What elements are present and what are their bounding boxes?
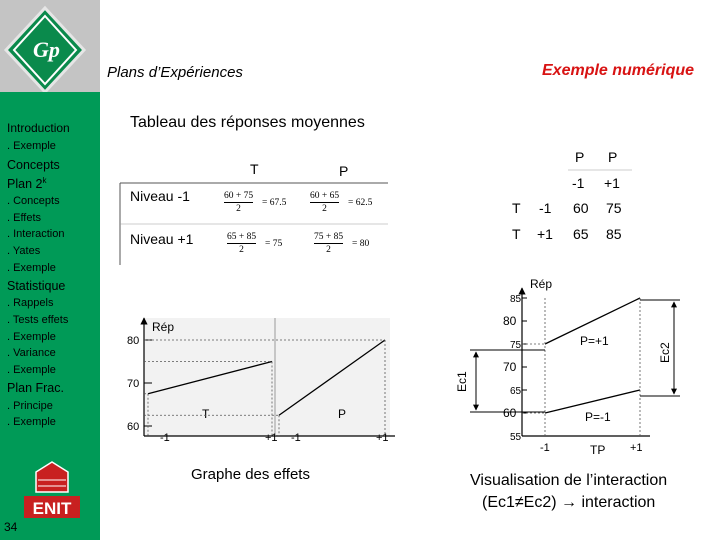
int-y-tick-label: 65 (510, 386, 522, 397)
row-label-niveau-plus: Niveau +1 (130, 231, 194, 247)
formula-result: = 67.5 (262, 198, 287, 208)
nav-exemple-5[interactable]: . Exemple (7, 416, 56, 428)
int-level-minus: -1 (572, 175, 585, 191)
int-y-tick-label: 55 (510, 432, 522, 443)
nav-plan-frac[interactable]: Plan Frac. (7, 381, 64, 395)
svg-text:Gp: Gp (33, 37, 60, 62)
nav-exemple-4[interactable]: . Exemple (7, 364, 56, 376)
nav-concepts-head[interactable]: Concepts (7, 158, 60, 172)
int-y-ticks (503, 294, 527, 443)
int-row1-factor: T (512, 200, 521, 216)
effects-y-label: Rép (152, 320, 175, 334)
int-row2-factor: T (512, 226, 521, 242)
nav-exemple-2[interactable]: . Exemple (7, 262, 56, 274)
int-x-label: TP (590, 443, 606, 457)
interaction-caption-2: (Ec1≠Ec2) → interaction (482, 494, 656, 511)
effects-caption: Graphe des effets (191, 466, 310, 483)
nav-concepts[interactable]: . Concepts (7, 195, 60, 207)
nav-principe[interactable]: . Principe (7, 400, 53, 412)
interaction-caption-1: Visualisation de l’interaction (470, 472, 668, 489)
effects-tick-60: 60 (127, 421, 140, 433)
formula-result: = 80 (352, 239, 370, 249)
int-row2-level: +1 (537, 226, 553, 242)
effects-p-tick-minus: -1 (291, 432, 301, 444)
formula-num: 60 + 75 (224, 191, 254, 201)
int-y-tick-label: 85 (510, 294, 522, 305)
ec2-label: Ec2 (658, 342, 672, 363)
nav-plan-2k-superscript: k (42, 176, 47, 185)
int-header-p1: P (575, 149, 585, 165)
nav-exemple[interactable]: . Exemple (7, 140, 56, 152)
int-y-tick-label: 80 (503, 314, 517, 328)
int-level-plus: +1 (604, 175, 620, 191)
int-x-tick-plus: +1 (630, 442, 643, 454)
int-row2-val2: 85 (606, 226, 622, 242)
slide-title: Exemple numérique (542, 62, 695, 79)
formula-den: 2 (322, 204, 327, 214)
formula-num: 60 + 65 (310, 191, 340, 201)
ec1-label: Ec1 (455, 371, 469, 392)
formula-num: 65 + 85 (227, 232, 257, 242)
int-line-plus-label: P=+1 (580, 334, 609, 348)
nav-tests-effets[interactable]: . Tests effets (7, 314, 69, 326)
nav-effets[interactable]: . Effets (7, 212, 42, 224)
int-header-p2: P (608, 149, 618, 165)
effects-t-tick-minus: -1 (160, 432, 170, 444)
int-marks (522, 298, 640, 436)
formula-num: 75 + 85 (314, 232, 344, 242)
int-y-label: Rép (530, 277, 553, 291)
nav-introduction[interactable]: Introduction (7, 121, 70, 135)
col-header-t: T (250, 161, 259, 177)
effects-p-label: P (338, 407, 347, 421)
int-y-tick-label: 60 (503, 406, 517, 420)
effects-tick-70: 70 (127, 378, 140, 390)
svg-text:ENIT: ENIT (32, 499, 72, 518)
effects-plot-area (144, 318, 390, 436)
course-title: Plans d’Expériences (107, 64, 243, 81)
int-x-tick-minus: -1 (540, 442, 550, 454)
page-number: 34 (4, 520, 18, 534)
int-y-tick-label: 75 (510, 340, 522, 351)
formula-result: = 62.5 (348, 198, 373, 208)
nav-yates[interactable]: . Yates (7, 245, 41, 257)
effects-tick-80: 80 (127, 335, 140, 347)
nav-interaction[interactable]: . Interaction (7, 228, 65, 240)
nav-exemple-3[interactable]: . Exemple (7, 331, 56, 343)
int-row2-val1: 65 (573, 226, 589, 242)
nav-plan-2k-label: Plan 2$^k$ (7, 176, 47, 192)
formula-result: = 75 (265, 239, 283, 249)
int-row1-level: -1 (539, 200, 552, 216)
nav-statistique[interactable]: Statistique (7, 279, 66, 293)
section-title: Tableau des réponses moyennes (130, 114, 365, 131)
int-row1-val2: 75 (606, 200, 622, 216)
nav-rappels[interactable]: . Rappels (7, 297, 54, 309)
effects-t-label: T (202, 407, 210, 421)
formula-den: 2 (326, 245, 331, 255)
formula-den: 2 (236, 204, 241, 214)
effects-t-tick-plus: +1 (265, 432, 278, 444)
formula-den: 2 (239, 245, 244, 255)
int-line-minus-label: P=-1 (585, 410, 611, 424)
int-y-tick-label: 70 (503, 360, 517, 374)
row-label-niveau-minus: Niveau -1 (130, 188, 190, 204)
int-row1-val1: 60 (573, 200, 589, 216)
nav-variance[interactable]: . Variance (7, 347, 56, 359)
effects-p-tick-plus: +1 (376, 432, 389, 444)
col-header-p: P (339, 163, 349, 179)
